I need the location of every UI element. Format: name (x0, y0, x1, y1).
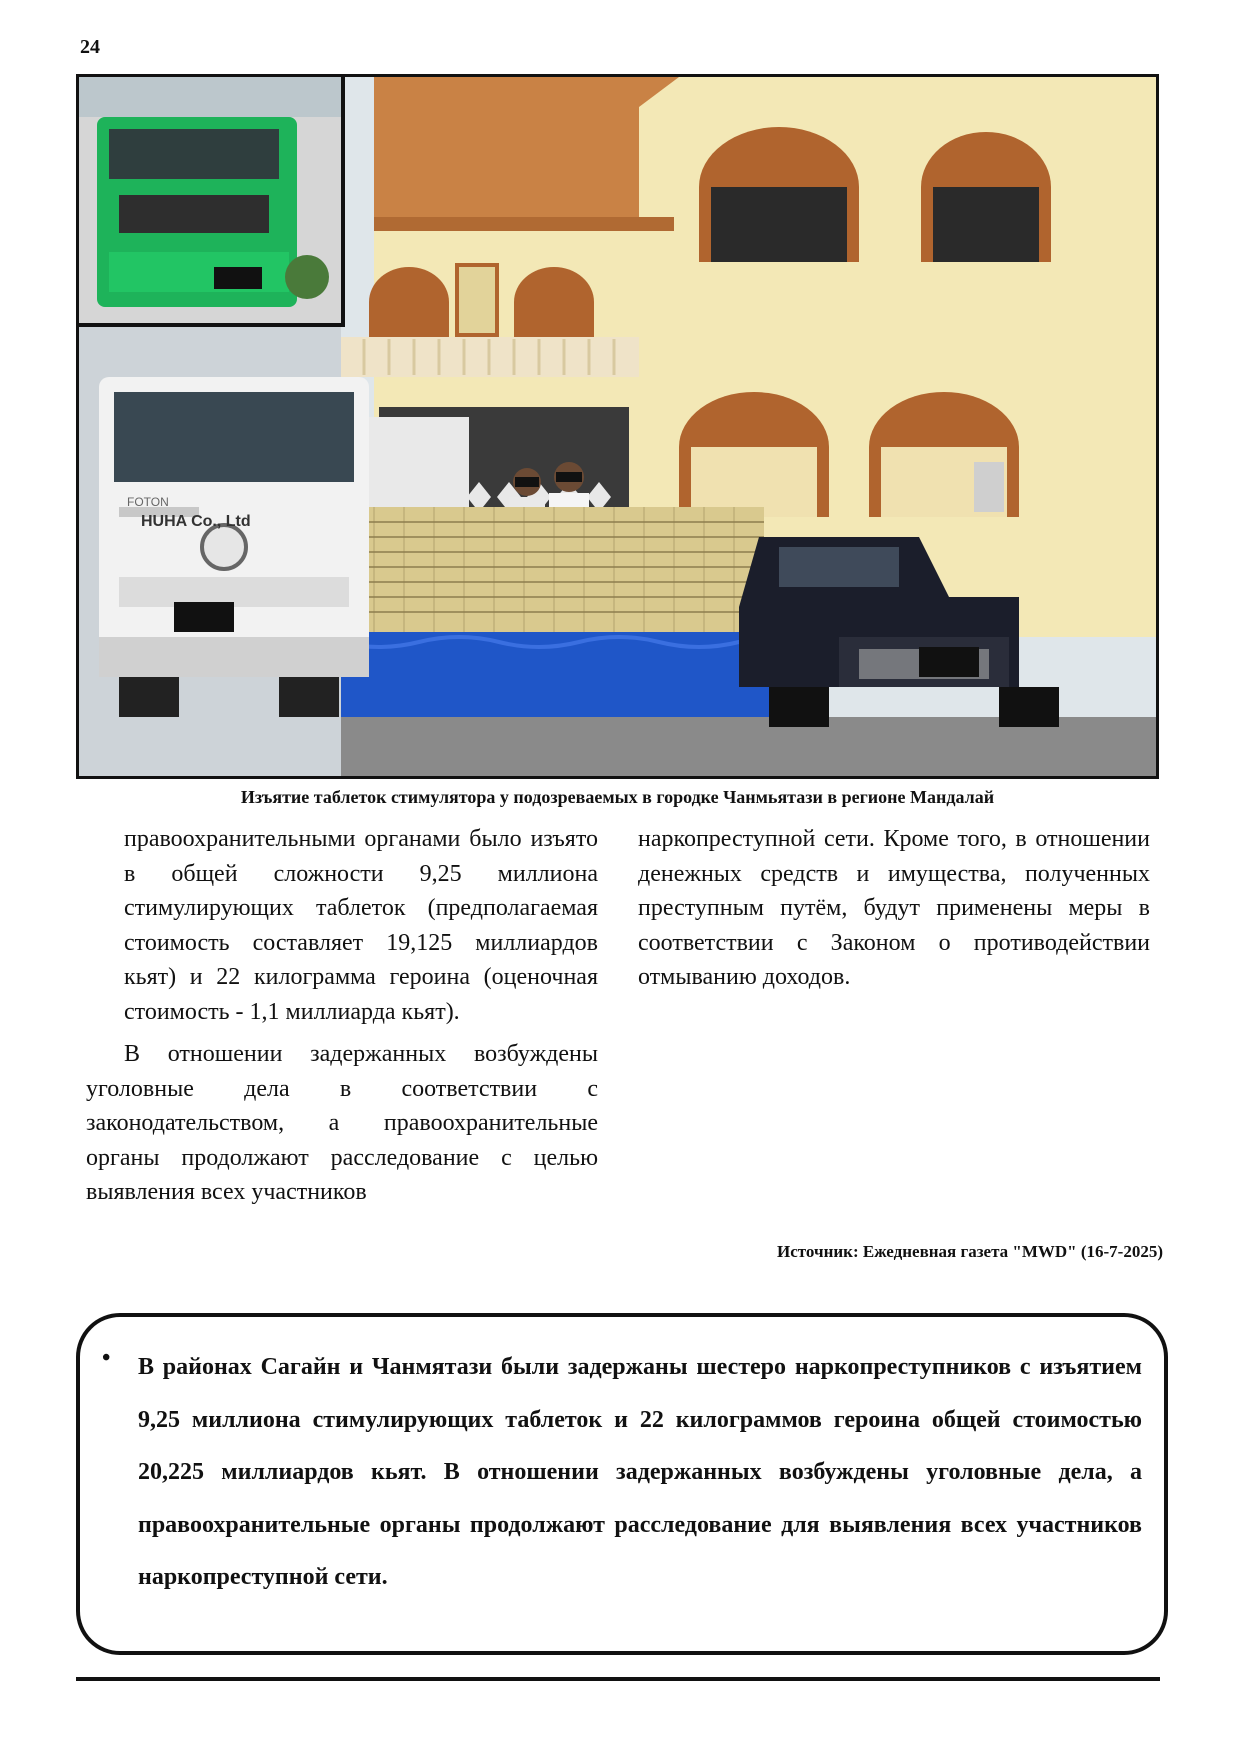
article-paragraph: наркопреступной сети. Кроме того, в отношении денежных средств и имущества, полученных преступным путём, будут применены меры в соответствии с Законом о противодействии отмыванию доходов. (638, 826, 1150, 990)
bottom-divider (76, 1677, 1160, 1681)
article-paragraph: правоохранительными органами было изъято в общей сложности 9,25 миллиона стимулирующих таблеток (предполагаемая стоимость составляет 19,125 миллиардов кьят) и 22 килограмма героина (оценочная стоимость - 1,1 миллиарда кьят). (124, 826, 598, 1025)
balcony (324, 337, 639, 377)
article-paragraph: В отношении задержанных возбуждены уголовные дела в соответствии с законодательством, а правоохранительные органы продолжают расследование с целью выявления всех участников (86, 1041, 598, 1205)
middle-windows (369, 265, 594, 347)
article-right-column (638, 822, 1150, 995)
seizure-photo (76, 74, 1159, 779)
bullet-icon: • (102, 1345, 111, 1371)
summary-text: В районах Сагайн и Чанмятази были задержаны шестеро наркопреступников с изъятием 9,25 миллиона стимулирующих таблеток и 22 килограммов героина общей стоимостью 20,225 миллиардов кьят. В отношении задержанных возбуждены уголовные дела, а правоохранительные органы продолжают расследование для выявления всех участников наркопреступной сети. (138, 1354, 1142, 1590)
figure-caption: Изъятие таблеток стимулятора у подозреваемых в городке Чанмьятази в регионе Мандалай (240, 787, 995, 807)
summary-box (76, 1313, 1168, 1655)
roof-eave (374, 77, 679, 227)
package-stack (344, 507, 764, 632)
source-note: Источник: Ежедневная газета "MWD" (16-7-2025) (777, 1242, 1163, 1261)
page-number: 24 (80, 36, 100, 58)
green-truck-inset (79, 77, 345, 327)
truck-company-label: HUHA Co., Ltd (141, 513, 251, 530)
article-left-column (86, 822, 598, 1210)
truck-brand-label: FOTON (127, 495, 169, 509)
